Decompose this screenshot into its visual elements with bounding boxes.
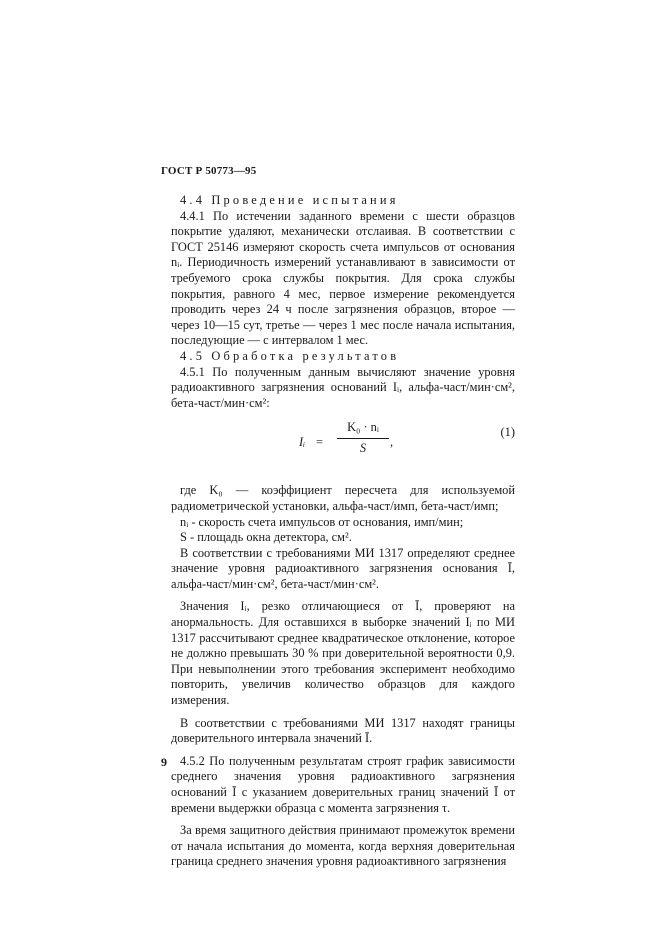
paragraph-mi-1317-interval: В соответствии с требованиями МИ 1317 находят границы доверительного интервала значений Ī.	[171, 715, 515, 746]
formula-numerator: K₀ · nᵢ	[347, 420, 379, 435]
paragraph-protection-time: За время защитного действия принимают промежуток времени от начала испытания до момента, когда верхняя доверительная граница среднего значения уровня радиоактивного загрязнения	[171, 823, 515, 869]
formula-comma: ,	[390, 435, 394, 450]
paragraph-mi-1317-mean: В соответствии с требованиями МИ 1317 определяют среднее значение уровня радиоактивного загрязнения основания Ī, альфа-част/мин·см², бета-част/мин·см².	[171, 545, 515, 591]
formula-1	[171, 417, 515, 475]
page-number: 9	[161, 755, 167, 769]
where-k0: где K₀ — коэффициент пересчета для используемой радиометрической установки, альфа-част/имп, бета-част/имп;	[171, 483, 515, 513]
paragraph-anomaly: Значения Iᵢ, резко отличающиеся от Ī, проверяют на анормальность. Для оставшихся в выборке значений Iᵢ по МИ 1317 рассчитывают среднее квадратическое отклонение, которое не должно превышать 30 % при доверительной вероятности 0,9. При невыполнении этого требования эксперимент необходимо повторить, увеличив количество образцов для каждого измерения.	[171, 599, 515, 708]
formula-number: (1)	[500, 425, 515, 440]
where-s: S - площадь окна детектора, см².	[180, 530, 352, 545]
where-ni: nᵢ - скорость счета импульсов от основания, имп/мин;	[180, 514, 464, 529]
formula-denominator: S	[359, 441, 367, 456]
section-4-4-title: 4.4 Проведение испытания	[180, 193, 399, 207]
document-header: ГОСТ Р 50773—95	[161, 165, 257, 177]
paragraph-4-5-2: 4.5.2 По полученным результатам строят график зависимости среднего значения уровня радиоактивного загрязнения оснований Ī с указанием доверительных границ значений Ī от времени выдержки образца с момента загрязнения τ.	[171, 753, 515, 815]
main-text-column	[171, 193, 515, 870]
formula-equals: =	[316, 435, 323, 450]
formula-lhs: Iᵢ	[299, 435, 306, 450]
formula-fraction-bar	[337, 438, 389, 439]
paragraph-4-5-1: 4.5.1 По полученным данным вычисляют значение уровня радиоактивного загрязнения оснований Iᵢ, альфа-част/мин·см², бета-част/мин·см²:	[171, 364, 515, 410]
section-4-5-title: 4.5 Обработка результатов	[180, 348, 400, 363]
paragraph-4-4-1: 4.4.1 По истечении заданного времени с шести образцов покрытие удаляют, механически отслаивая. В соответствии с ГОСТ 25146 измеряют скорость счета импульсов от основания nᵢ. Периодичность измерений устанавливают в зависимости от требуемого срока службы покрытия. Для срока службы покрытия, равного 4 мес, первое измерение рекомендуется проводить через 24 ч после загрязнения образцов, второе — через 10—15 сут, третье — через 1 мес после начала испытания, последующие — с интервалом 1 мес.	[171, 208, 515, 348]
